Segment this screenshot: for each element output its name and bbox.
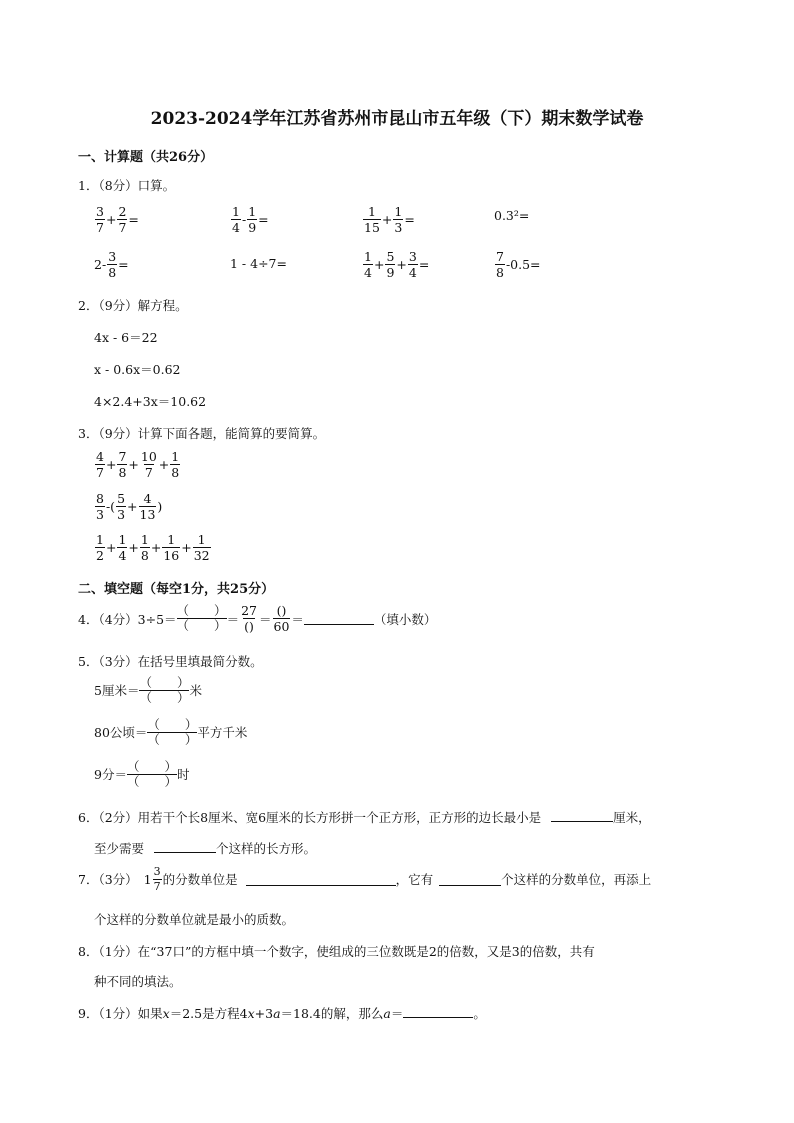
blank-fraction[interactable]: $\frac{( )}{( )}$ (147, 717, 198, 747)
q1-item-e: 2- $\frac{3}{8}$ = (94, 249, 129, 281)
blank-fraction[interactable]: $\frac{( )}{( )}$ (126, 759, 177, 789)
q5-item-1: 5厘米＝ $\frac{( )}{( )}$ 米 (94, 675, 202, 705)
fraction: $\frac{1}{4}$ (364, 249, 372, 281)
answer-blank[interactable] (304, 612, 374, 625)
blank-fraction[interactable]: $\frac{( )}{( )}$ (176, 603, 227, 634)
page-title: 2023-2024学年江苏省苏州市昆山市五年级（下）期末数学试卷 (150, 109, 644, 129)
q8-line-1: 8．（1分）在“37口”的方框中填一个数字，使组成的三位数既是2的倍数，又是3的倍数，共有 (78, 944, 595, 959)
q1-item-b: $\frac{1}{4}$ - $\frac{1}{9}$ = (232, 204, 269, 236)
q4-line: 4．（4分）3÷5＝ $\frac{( )}{( )}$ ＝ $\frac{27}{()}$ ＝ $\frac{()}{60}$ ＝ （填小数） (78, 603, 437, 635)
q6-line-1: 6．（2分）用若干个长8厘米、宽6厘米的长方形拼一个正方形，正方形的边长最小是 厘米， (78, 810, 651, 825)
fraction: $\frac{5}{9}$ (386, 249, 395, 281)
answer-blank[interactable] (154, 840, 216, 853)
q8-line-2: 种不同的填法。 (94, 974, 182, 989)
q1-item-g: $\frac{1}{4}$ + $\frac{5}{9}$ + $\frac{3}{4}$ = (364, 249, 430, 281)
q1-item-h: $\frac{7}{8}$ -0.5= (496, 249, 541, 281)
fraction: $\frac{1}{3}$ (394, 204, 403, 236)
fraction: $\frac{1}{9}$ (248, 204, 257, 236)
fraction: $\frac{3}{4}$ (408, 249, 417, 281)
q1-label: 1．（8分）口算。 (78, 178, 176, 193)
q3-label: 3．（9分）计算下面各题，能简算的要简算。 (78, 426, 326, 441)
q2-label: 2．（9分）解方程。 (78, 298, 188, 313)
section-heading-fill: 二、填空题（每空1分，共25分） (78, 582, 275, 597)
q2-equation-1: 4x - 6＝22 (94, 330, 158, 345)
q2-equation-3: 4×2.4+3x＝10.62 (94, 394, 207, 409)
q5-label: 5．（3分）在括号里填最简分数。 (78, 654, 263, 669)
fraction: $\frac{1}{4}$ (232, 204, 240, 236)
answer-blank[interactable] (551, 809, 613, 822)
fraction: $\frac{3}{7}$ (96, 204, 104, 236)
fraction: $\frac{3}{8}$ (108, 249, 117, 281)
blank-fraction[interactable]: $\frac{( )}{( )}$ (139, 675, 190, 705)
q1-item-a: $\frac{3}{7}$ + $\frac{2}{7}$ = (96, 204, 139, 236)
section-heading-calc: 一、计算题（共26分） (78, 150, 214, 165)
q3-expression-1: $\frac{4}{7}$ + $\frac{7}{8}$ + $\frac{10}{7}$ + $\frac{1}{8}$ (96, 449, 180, 481)
q3-expression-3: $\frac{1}{2}$ + $\frac{1}{4}$ + $\frac{1}{8}$ + $\frac{1}{16}$ + $\frac{1}{32}$ (96, 532, 210, 564)
q5-item-3: 9分＝ $\frac{( )}{( )}$ 时 (94, 759, 190, 789)
q7-line-2: 个这样的分数单位就是最小的质数。 (94, 912, 295, 927)
q5-item-2: 80公顷＝ $\frac{( )}{( )}$ 平方千米 (94, 717, 248, 747)
q2-equation-2: x - 0.6x＝0.62 (94, 362, 181, 377)
answer-blank[interactable] (246, 873, 396, 886)
q9-line: 9．（1分）如果x＝2.5是方程4x+3a＝18.4的解，那么a＝ 。 (78, 1006, 486, 1021)
q3-expression-2: $\frac{8}{3}$ -( $\frac{5}{3}$ + $\frac{4}{13}$ ) (96, 491, 163, 523)
q7-line-1: 7．（3分） 1 $\frac{3}{7}$ 的分数单位是 ，它有 个这样的分数单位，再添上 (78, 865, 652, 893)
q1-item-c: $\frac{1}{15}$ + $\frac{1}{3}$ = (364, 204, 415, 236)
q6-line-2: 至少需要 个这样的长方形。 (94, 841, 317, 856)
answer-blank[interactable] (403, 1005, 473, 1018)
q1-item-f: 1 - 4÷7= (230, 256, 287, 271)
q1-item-d: 0.3²= (494, 208, 530, 223)
answer-blank[interactable] (439, 873, 501, 886)
fraction: $\frac{2}{7}$ (118, 204, 127, 236)
fraction: $\frac{1}{15}$ (364, 204, 380, 236)
fraction: $\frac{7}{8}$ (496, 249, 504, 281)
